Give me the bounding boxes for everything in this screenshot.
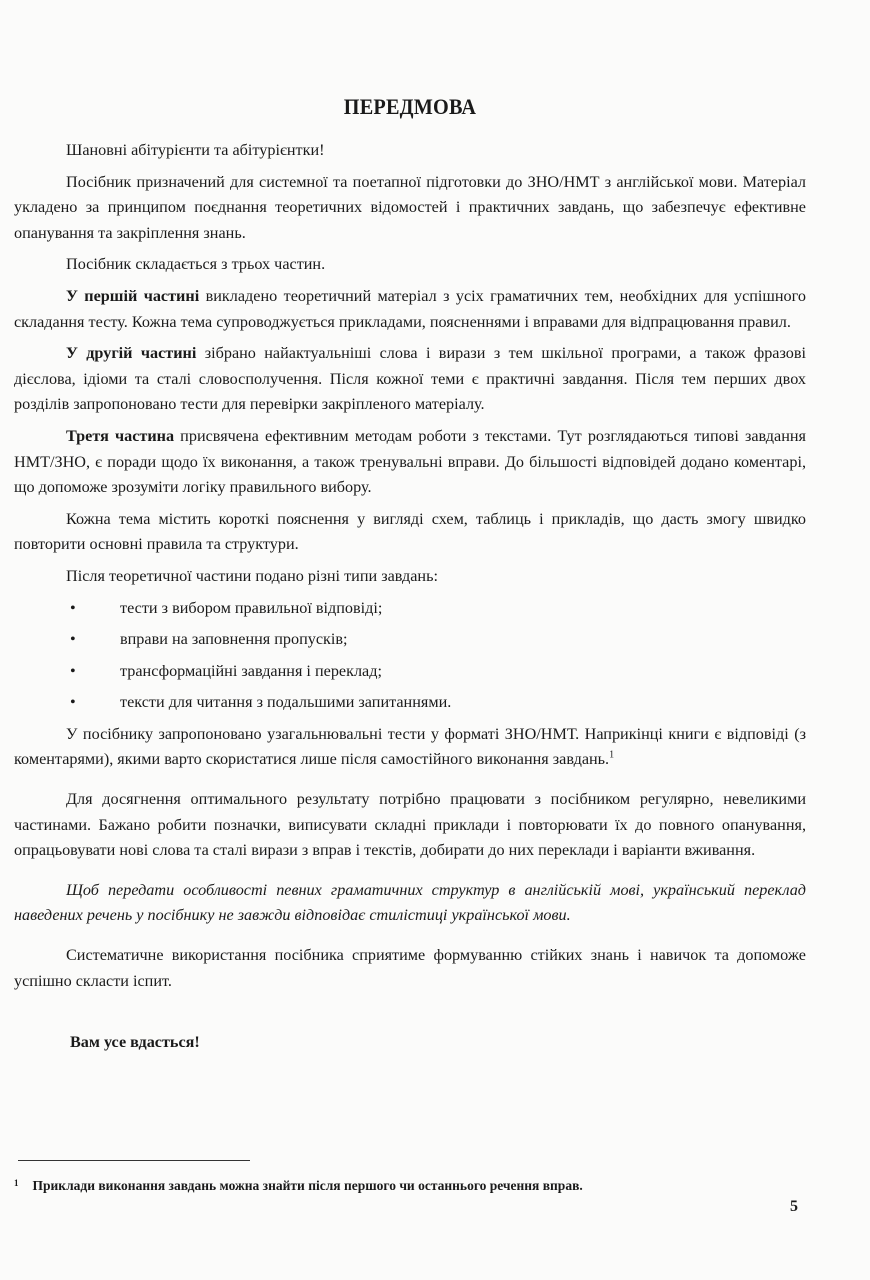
part-three-label: Третя частина (66, 426, 175, 445)
paragraph-conclusion: Систематичне використання посібника сприятиме формуванню стійких знань і навичок та допоможе успішно скласти іспит. (14, 946, 806, 990)
part-two-label: У другій частині (66, 344, 197, 363)
list-item: • тексти для читання з подальшими запитаннями. (14, 690, 806, 716)
paragraph-structure: Посібник складається з трьох частин. (66, 255, 326, 274)
page-title: ПЕРЕДМОВА (343, 94, 477, 119)
list-item: • вправи на заповнення пропусків; (14, 627, 806, 653)
footnote-reference[interactable]: 1 (609, 750, 615, 762)
task-types-list (14, 596, 806, 716)
page-number: 5 (790, 1198, 798, 1215)
bullet-icon: • (70, 598, 76, 617)
list-item: • тести з вибором правильної відповіді; (14, 596, 806, 622)
footnote-text: Приклади виконання завдань можна знайти після першого чи останнього речення вправ. (32, 1178, 583, 1193)
preface-body (14, 138, 806, 1056)
bullet-icon: • (70, 630, 76, 649)
footnote-mark: 1 (14, 1178, 19, 1188)
paragraph-task-types: Після теоретичної частини подано різні типи завдань: (66, 566, 438, 585)
paragraph-part-two (14, 341, 806, 418)
footnote-divider (18, 1160, 250, 1161)
greeting: Шановні абітурієнти та абітурієнтки! (66, 141, 325, 159)
bullet-icon: • (70, 661, 76, 680)
footnote (14, 1178, 583, 1194)
part-one-label: У першій частині (66, 286, 200, 305)
part-two-text: зібрано найактуальніші слова і вирази з тем шкільної програми, а також фразові дієслова, ідіоми та сталі словосполучення. Після кожної теми є практичні завдання. Після тем перших двох розділів запропоновано тести для перевірки закріпленого матеріалу. (14, 344, 807, 414)
bullet-icon: • (70, 693, 76, 712)
closing-wish: Вам усе вдасться! (70, 1033, 200, 1052)
paragraph-tests: У посібнику запропоновано узагальнювальні тести у форматі ЗНО/НМТ. Наприкінці книги є відповіді (з коментарями), якими варто скористатися лише після самостійного виконання завдань.$^1$ (14, 724, 806, 769)
paragraph-topics: Кожна тема містить короткі пояснення у вигляді схем, таблиць і прикладів, що дасть змогу швидко повторити основні правила та структури. (14, 509, 806, 554)
paragraph-purpose: Посібник призначений для системної та поетапної підготовки до ЗНО/НМТ з англійської мови. Матеріал укладено за принципом поєднання теоретичних відомостей і практичних завдань, що забезпечує ефективне опанування та закріплення знань. (14, 172, 806, 242)
paragraph-method: Для досягнення оптимального результату потрібно працювати з посібником регулярно, невеликими частинами. Бажано робити позначки, виписувати складні приклади і повторювати їх до повного опанування, опрацьовувати нові слова та сталі вирази з вправ і текстів, добирати до них переклади і варіанти вживання. (14, 790, 806, 860)
list-item: • трансформаційні завдання і переклад; (14, 659, 806, 685)
paragraph-translation-note: Щоб передати особливості певних граматичних структур в англійській мові, український переклад наведених речень у посібнику не завжди відповідає стилістиці української мови. (14, 880, 806, 925)
part-three-text: присвячена ефективним методам роботи з текстами. Тут розглядаються типові завдання НМТ/ЗНО, є поради щодо їх виконання, а також тренувальні вправи. До більшості відповідей додано коментарі, що допоможе зрозуміти логіку правильного вибору. (14, 426, 806, 497)
part-one-text: викладено теоретичний матеріал з усіх граматичних тем, необхідних для успішного складання тесту. Кожна тема супроводжується прикладами, поясненнями і вправами для відпрацювання правил. (14, 286, 806, 331)
paragraph-part-three (14, 424, 806, 501)
paragraph-part-one (14, 284, 806, 335)
